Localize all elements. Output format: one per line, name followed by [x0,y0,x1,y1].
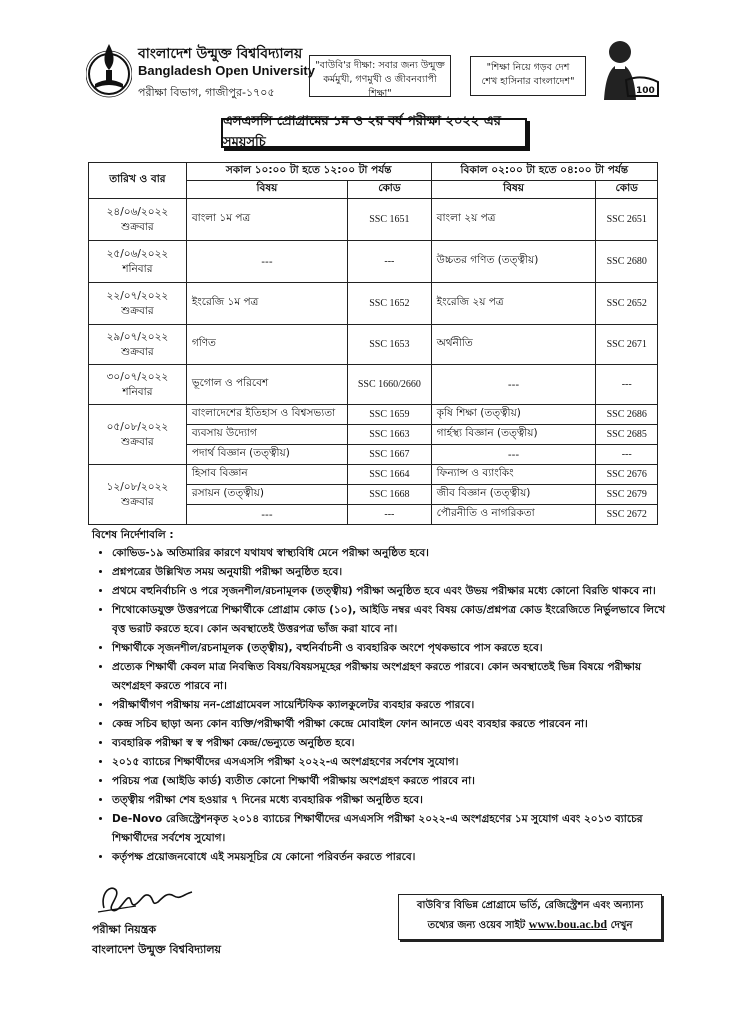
afternoon-code: SSC 2679 [596,485,658,505]
instructions-heading: বিশেষ নির্দেশাবলি : [92,529,174,541]
afternoon-subject: উচ্চতর গণিত (তত্ত্বীয়) [431,241,596,283]
afternoon-code: SSC 2651 [596,199,658,241]
list-item: • তত্ত্বীয় পরীক্ষা শেষ হওয়ার ৭ দিনের মধ্যে ব্যবহারিক পরীক্ষা অনুষ্ঠিত হবে। [112,791,680,810]
afternoon-subject: জীব বিজ্ঞান (তত্ত্বীয়) [431,485,596,505]
table-row [89,283,658,325]
subject-column-header: বিষয় [431,181,596,199]
list-item: • ২০১৫ ব্যাচের শিক্ষার্থীদের এসএসসি পরীক্ষা ২০২২-এ অংশগ্রহণের সর্বশেষ সুযোগ। [112,753,680,772]
university-name-bn: বাংলাদেশ উন্মুক্ত বিশ্ববিদ্যালয় [138,46,303,62]
list-item: • প্রশ্নপত্রের উল্লিখিত সময় অনুযায়ী পরীক্ষা অনুষ্ঠিত হবে। [112,563,680,582]
date-cell: ০৫/০৮/২০২২ শুক্রবার [89,405,187,465]
afternoon-subject: গার্হস্থ্য বিজ্ঞান (তত্ত্বীয়) [431,425,596,445]
date-cell: ২৪/০৬/২০২২ শুক্রবার [89,199,187,241]
page-title: এসএসসি প্রোগ্রামের ১ম ও ২য় বর্ষ পরীক্ষা ২০২২ এর সময়সূচি [221,118,527,148]
website-info-prefix: তথ্যের জন্য ওয়েব সাইট [427,920,526,931]
table-row [89,199,658,241]
date-cell: ২৫/০৬/২০২২ শনিবার [89,241,187,283]
exam-division-address: পরীক্ষা বিভাগ, গাজীপুর-১৭০৫ [138,86,275,99]
list-item: • কর্তৃপক্ষ প্রয়োজনবোধে এই সময়সূচির যে কোনো পরিবর্তন করতে পারবে। [112,848,680,867]
list-item: • শিক্ষার্থীকে সৃজনশীল/রচনামূলক (তত্ত্বীয়), বহুনির্বাচনী ও ব্যবহারিক অংশে পৃথকভাবে পাস করতে হবে। [112,639,680,658]
morning-slot-header: সকাল ১০:০০ টা হতে ১২:০০ টা পর্যন্ত [186,163,431,181]
svg-text:100: 100 [636,86,655,96]
afternoon-subject: ইংরেজি ২য় পত্র [431,283,596,325]
morning-subject: --- [186,241,347,283]
afternoon-subject: ফিন্যান্স ও ব্যাংকিং [431,465,596,485]
afternoon-subject: বাংলা ২য় পত্র [431,199,596,241]
afternoon-subject: কৃষি শিক্ষা (তত্ত্বীয়) [431,405,596,425]
morning-subject: --- [186,505,347,525]
afternoon-slot-header: বিকাল ০২:০০ টা হতে ০৪:০০ টা পর্যন্ত [431,163,657,181]
list-item: • প্রত্যেক শিক্ষার্থী কেবল মাত্র নিবন্ধিত বিষয়/বিষয়সমূহের পরীক্ষায় অংশগ্রহণ করতে পারবে। কোন অবস্থাতেই ভিন্ন বিষয়ে পরীক্ষায় অংশগ্রহণ করতে পারবে না। [112,658,680,696]
code-column-header: কোড [348,181,432,199]
table-row [89,405,658,425]
morning-code: SSC 1651 [348,199,432,241]
subject-column-header: বিষয় [186,181,347,199]
morning-code: SSC 1659 [348,405,432,425]
date-column-header: তারিখ ও বার [89,163,187,199]
list-item: • পরিচয় পত্র (আইডি কার্ড) ব্যতীত কোনো শিক্ষার্থী পরীক্ষায় অংশগ্রহণ করতে পারবে না। [112,772,680,791]
afternoon-code: SSC 2652 [596,283,658,325]
morning-code: SSC 1667 [348,445,432,465]
morning-subject: ব্যবসায় উদ্যোগ [186,425,347,445]
date-cell: ৩০/০৭/২০২২ শনিবার [89,365,187,405]
university-logo-icon [86,40,132,98]
list-item: • শিথোকোডযুক্ত উত্তরপত্রে শিক্ষার্থীকে প্রোগ্রাম কোড (১০), আইডি নম্বর এবং বিষয় কোড/প্রশ্নপত্র কোড ইংরেজিতে নির্ভুলভাবে লিখে বৃত্ত ভরাট করতে হবে। কোন অবস্থাতেই উত্তরপত্র ভাঁজ করা যাবে না। [112,601,680,639]
website-info-line [403,915,657,935]
afternoon-subject: অর্থনীতি [431,325,596,365]
list-item: • প্রথমে বহুনির্বাচনি ও পরে সৃজনশীল/রচনামূলক (তত্ত্বীয়) পরীক্ষা অনুষ্ঠিত হবে এবং উভয় পরীক্ষার মধ্যে কোনো বিরতি থাকবে না। [112,582,680,601]
list-item: • কোভিড-১৯ অতিমারির কারণে যথাযথ স্বাস্থ্যবিধি মেনে পরীক্ষা অনুষ্ঠিত হবে। [112,544,680,563]
list-item: • De-Novo রেজিস্ট্রেশনকৃত ২০১৪ ব্যাচের শিক্ষার্থীদের এসএসসি পরীক্ষা ২০২২-এ অংশগ্রহণের ১ম সুযোগ এবং ২০১৩ ব্যাচের শিক্ষার্থীদের সর্বশেষ সুযোগ। [112,810,680,848]
table-row [89,325,658,365]
morning-code: SSC 1664 [348,465,432,485]
motto-line: "বাউবি'র দীক্ষা: সবার জন্য উন্মুক্ত [315,60,445,71]
afternoon-subject: --- [431,445,596,465]
slogan-line: শেখ হাসিনার বাংলাদেশ" [481,76,575,87]
morning-subject: বাংলা ১ম পত্র [186,199,347,241]
morning-subject: হিসাব বিজ্ঞান [186,465,347,485]
afternoon-subject: --- [431,365,596,405]
date-cell: ২৯/০৭/২০২২ শুক্রবার [89,325,187,365]
instructions-list [92,544,680,867]
slogan-box [470,56,586,96]
morning-subject: গণিত [186,325,347,365]
afternoon-subject: পৌরনীতি ও নাগরিকতা [431,505,596,525]
morning-subject: রসায়ন (তত্ত্বীয়) [186,485,347,505]
motto-line: কর্মমুখী, গণমুখী ও জীবনব্যাপী শিক্ষা" [323,74,437,99]
controller-title: পরীক্ষা নিয়ন্ত্রক [92,923,157,936]
morning-code: SSC 1653 [348,325,432,365]
afternoon-code: --- [596,365,658,405]
afternoon-code: SSC 2680 [596,241,658,283]
website-link[interactable]: www.bou.ac.bd [528,917,608,931]
website-info-suffix: দেখুন [610,920,633,931]
list-item: • পরীক্ষার্থীগণ পরীক্ষায় নন-প্রোগ্রামেবল সায়েন্টিফিক ক্যালকুলেটর ব্যবহার করতে পারবে। [112,696,680,715]
university-name-en: Bangladesh Open University [138,63,315,78]
signature-icon [96,880,202,916]
morning-subject: ইংরেজি ১ম পত্র [186,283,347,325]
morning-code: SSC 1660/2660 [348,365,432,405]
afternoon-code: SSC 2671 [596,325,658,365]
table-row [89,241,658,283]
afternoon-code: --- [596,445,658,465]
list-item: • ব্যবহারিক পরীক্ষা স্ব স্ব পরীক্ষা কেন্দ্র/ভেন্যুতে অনুষ্ঠিত হবে। [112,734,680,753]
website-info-line: বাউবি'র বিভিন্ন প্রোগ্রামে ভর্তি, রেজিস্ট্রেশন এবং অন্যান্য [416,900,644,911]
morning-code: SSC 1668 [348,485,432,505]
motto-box [309,55,451,97]
table-row [89,365,658,405]
morning-code: --- [348,241,432,283]
afternoon-code: SSC 2676 [596,465,658,485]
list-item: • কেন্দ্র সচিব ছাড়া অন্য কোন ব্যক্তি/পরীক্ষার্থী পরীক্ষা কেন্দ্রে মোবাইল ফোন আনতে এবং ব্যবহার করতে পারবেন না। [112,715,680,734]
morning-subject: বাংলাদেশের ইতিহাস ও বিশ্বসভ্যতা [186,405,347,425]
mujib-centenary-portrait-icon [596,36,666,102]
morning-code: SSC 1663 [348,425,432,445]
code-column-header: কোড [596,181,658,199]
morning-subject: ভূগোল ও পরিবেশ [186,365,347,405]
morning-code: --- [348,505,432,525]
afternoon-code: SSC 2685 [596,425,658,445]
table-row [89,465,658,485]
date-cell: ২২/০৭/২০২২ শুক্রবার [89,283,187,325]
table-header-row [89,163,658,181]
website-info-box [398,894,662,940]
controller-organization: বাংলাদেশ উন্মুক্ত বিশ্ববিদ্যালয় [92,943,222,956]
morning-code: SSC 1652 [348,283,432,325]
afternoon-code: SSC 2686 [596,405,658,425]
schedule-table [88,162,658,525]
date-cell: ১২/০৮/২০২২ শুক্রবার [89,465,187,525]
slogan-line: "শিক্ষা নিয়ে গড়ব দেশ [486,62,570,73]
afternoon-code: SSC 2672 [596,505,658,525]
morning-subject: পদার্থ বিজ্ঞান (তত্ত্বীয়) [186,445,347,465]
